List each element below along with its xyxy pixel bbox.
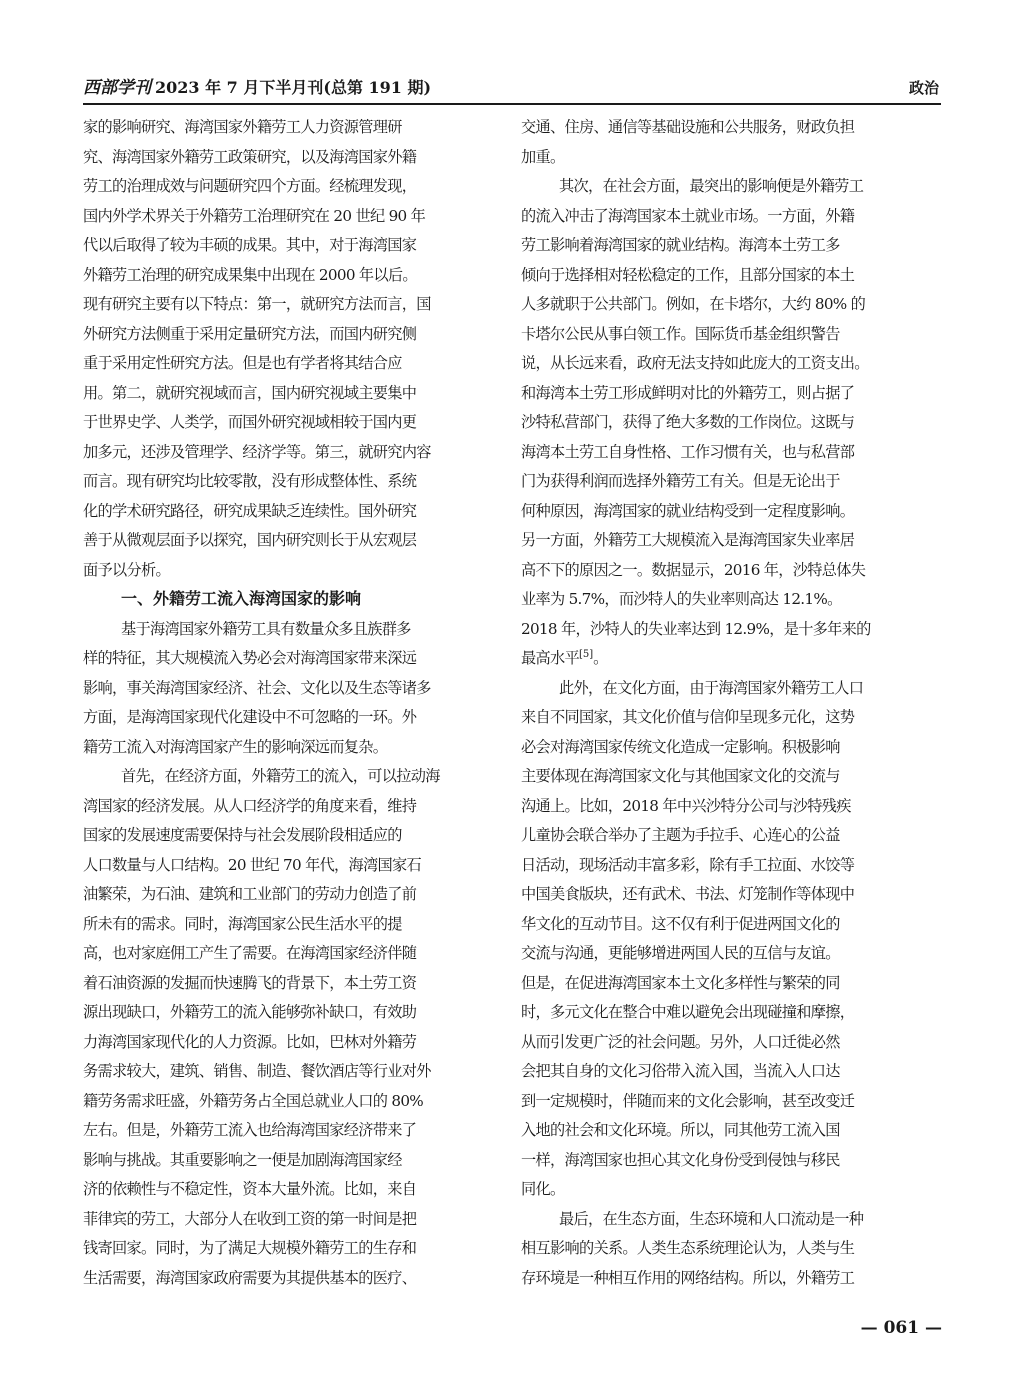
line-7: 人多就职于公共部门。例如，在卡塔尔，大约 80% 的 — [521, 295, 866, 313]
line-34: 籍劳务需求旺盛，外籍劳务占全国总就业人口的 80% — [83, 1091, 424, 1110]
line-27: 中国美食版块，还有武术、书法、灯笼制作等体现中 — [521, 885, 855, 903]
line-14: 何种原因，海湾国家的就业结构受到一定程度影响。 — [521, 501, 855, 520]
line-4: 国内外学术界关于外籍劳工治理研究在 20 世纪 90 年 — [83, 206, 426, 225]
line-33: 务需求较大，建筑、销售、制造、餐饮酒店等行业对外 — [83, 1062, 431, 1080]
line-36: 一样，海湾国家也担心其文化身份受到侵蚀与移民 — [521, 1150, 840, 1169]
line-24: 湾国家的经济发展。从人口经济学的角度来看，维持 — [83, 796, 417, 815]
line-29: 交流与沟通，更能够增进两国人民的互信与友谊。 — [521, 944, 840, 962]
line-13: 门为获得利润而选择外籍劳工有关。但是无论出于 — [521, 472, 840, 490]
line-2: 究、海湾国家外籍劳工政策研究，以及海湾国家外籍 — [83, 147, 417, 166]
line-3: 劳工的治理成效与问题研究四个方面。经梳理发现， — [83, 177, 417, 195]
line-1: 交通、住房、通信等基础设施和公共服务，财政负担 — [521, 118, 855, 136]
line-19-suffix: 。 — [593, 649, 608, 667]
line-19-text: 最高水平 — [521, 649, 579, 667]
line-34: 到一定规模时，伴随而来的文化会影响，甚至改变迁 — [521, 1091, 855, 1110]
line-27: 油繁荣，为石油、建筑和工业部门的劳动力创造了前 — [83, 885, 417, 903]
line-22: 籍劳工流入对海湾国家产生的影响深远而复杂。 — [83, 737, 388, 756]
line-13: 而言。现有研究均比较零散，没有形成整体性、系统 — [83, 472, 417, 490]
issue-info: 2023 年 7 月下半月刊(总第 191 期) — [155, 78, 432, 97]
line-12: 加多元，还涉及管理学、经济学等。第三，就研究内容 — [83, 442, 431, 461]
line-3: 其次，在社会方面，最突出的影响便是外籍劳工 — [559, 177, 864, 195]
line-39: 钱寄回家。同时，为了满足大规模外籍劳工的生存和 — [83, 1239, 417, 1257]
line-25: 国家的发展速度需要保持与社会发展阶段相适应的 — [83, 826, 402, 844]
line-8: 卡塔尔公民从事白领工作。国际货币基金组织警告 — [521, 324, 840, 343]
line-26: 人口数量与人口结构。20 世纪 70 年代，海湾国家石 — [83, 855, 421, 874]
line-37: 同化。 — [521, 1180, 565, 1198]
line-32: 力海湾国家现代化的人力资源。比如，巴林对外籍劳 — [83, 1032, 417, 1051]
line-8: 外研究方法侧重于采用定量研究方法，而国内研究侧 — [83, 324, 417, 343]
line-1: 家的影响研究、海湾国家外籍劳工人力资源管理研 — [83, 118, 402, 136]
line-4: 的流入冲击了海湾国家本土就业市场。一方面，外籍 — [521, 206, 855, 225]
line-10: 和海湾本土劳工形成鲜明对比的外籍劳工，则占据了 — [521, 383, 855, 402]
header-rule — [83, 103, 941, 105]
line-30: 着石油资源的发掘而快速腾飞的背景下，本土劳工资 — [83, 973, 417, 992]
line-20: 影响，事关海湾国家经济、社会、文化以及生态等诸多 — [83, 678, 431, 697]
citation-ref: [5] — [578, 648, 594, 660]
line-7: 现有研究主要有以下特点：第一，就研究方法而言，国 — [83, 295, 431, 313]
line-30: 但是，在促进海湾国家本土文化多样性与繁荣的同 — [521, 973, 840, 992]
line-19: 样的特征，其大规模流入势必会对海湾国家带来深远 — [83, 649, 417, 667]
line-17: 业率为 5.7%，而沙特人的失业率则高达 12.1%。 — [521, 590, 842, 608]
page-header — [83, 72, 941, 106]
line-38: 菲律宾的劳工，大部分人在收到工资的第一时间是把 — [83, 1209, 417, 1228]
line-6: 倾向于选择相对轻松稳定的工作，且部分国家的本土 — [521, 265, 855, 284]
line-21: 方面，是海湾国家现代化建设中不可忽略的一环。外 — [83, 708, 417, 726]
line-5: 劳工影响着海湾国家的就业结构。海湾本土劳工多 — [521, 236, 840, 254]
line-26: 日活动，现场活动丰富多彩，除有手工拉面、水饺等 — [521, 855, 855, 874]
line-15: 另一方面，外籍劳工大规模流入是海湾国家失业率居 — [521, 531, 855, 549]
line-20: 此外，在文化方面，由于海湾国家外籍劳工人口 — [559, 678, 864, 697]
line-28: 华文化的互动节目。这不仅有利于促进两国文化的 — [521, 914, 840, 933]
journal-name: 西部学刊 — [83, 78, 151, 98]
line-28: 所未有的需求。同时，海湾国家公民生活水平的提 — [83, 914, 402, 933]
line-29: 高，也对家庭佣工产生了需要。在海湾国家经济伴随 — [83, 944, 417, 962]
line-9: 说，从长远来看，政府无法支持如此庞大的工资支出。 — [521, 354, 869, 372]
line-31: 源出现缺口，外籍劳工的流入能够弥补缺口，有效助 — [83, 1003, 417, 1021]
line-16: 面予以分析。 — [83, 560, 170, 579]
line-37: 济的依赖性与不稳定性，资本大量外流。比如，来自 — [83, 1180, 417, 1198]
line-18: 2018 年，沙特人的失业率达到 12.9%，是十多年来的 — [521, 619, 871, 638]
line-11: 沙特私营部门，获得了绝大多数的工作岗位。这既与 — [521, 413, 855, 431]
line-6: 外籍劳工治理的研究成果集中出现在 2000 年以后。 — [83, 265, 417, 284]
line-32: 从而引发更广泛的社会问题。另外，人口迁徙必然 — [521, 1032, 840, 1051]
line-23: 主要体现在海湾国家文化与其他国家文化的交流与 — [521, 767, 840, 785]
line-21: 来自不同国家，其文化价值与信仰呈现多元化，这势 — [521, 708, 855, 726]
line-36: 影响与挑战。其重要影响之一便是加剧海湾国家经 — [83, 1150, 402, 1169]
line-15: 善于从微观层面予以探究，国内研究则长于从宏观层 — [83, 531, 417, 549]
line-22: 必会对海湾国家传统文化造成一定影响。积极影响 — [521, 737, 840, 756]
line-24: 沟通上。比如，2018 年中兴沙特分公司与沙特残疾 — [521, 796, 851, 815]
line-12: 海湾本土劳工自身性格、工作习惯有关，也与私营部 — [521, 442, 855, 461]
line-40: 生活需要，海湾国家政府需要为其提供基本的医疗、 — [83, 1268, 417, 1287]
line-33: 会把其自身的文化习俗带入流入国，当流入人口达 — [521, 1062, 840, 1080]
line-16: 高不下的原因之一。数据显示，2016 年，沙特总体失 — [521, 560, 866, 579]
line-23: 首先，在经济方面，外籍劳工的流入，可以拉动海 — [121, 767, 440, 785]
line-5: 代以后取得了较为丰硕的成果。其中，对于海湾国家 — [83, 236, 417, 254]
line-14: 化的学术研究路径，研究成果缺乏连续性。国外研究 — [83, 501, 417, 520]
line-11: 于世界史学、人类学，而国外研究视域相较于国内更 — [83, 413, 417, 431]
line-2: 加重。 — [521, 147, 565, 166]
line-31: 时，多元文化在整合中难以避免会出现碰撞和摩擦， — [521, 1003, 855, 1021]
line-10: 用。第二，就研究视域而言，国内研究视域主要集中 — [83, 383, 417, 402]
line-25: 儿童协会联合举办了主题为手拉手、心连心的公益 — [521, 826, 840, 844]
line-38: 最后，在生态方面，生态环境和人口流动是一种 — [559, 1209, 864, 1228]
line-19 — [521, 648, 608, 668]
line-40: 存环境是一种相互作用的网络结构。所以，外籍劳工 — [521, 1268, 855, 1287]
line-18: 基于海湾国家外籍劳工具有数量众多且族群多 — [121, 619, 411, 638]
section-tag: 政治 — [908, 79, 939, 97]
page-number: — 061 — — [860, 1318, 942, 1338]
line-39: 相互影响的关系。人类生态系统理论认为，人类与生 — [521, 1239, 855, 1257]
line-9: 重于采用定性研究方法。但是也有学者将其结合应 — [83, 354, 402, 372]
section-heading: 一、外籍劳工流入海湾国家的影响 — [121, 589, 362, 608]
line-35: 左右。但是，外籍劳工流入也给海湾国家经济带来了 — [83, 1121, 417, 1139]
line-35: 入地的社会和文化环境。所以，同其他劳工流入国 — [521, 1121, 840, 1139]
